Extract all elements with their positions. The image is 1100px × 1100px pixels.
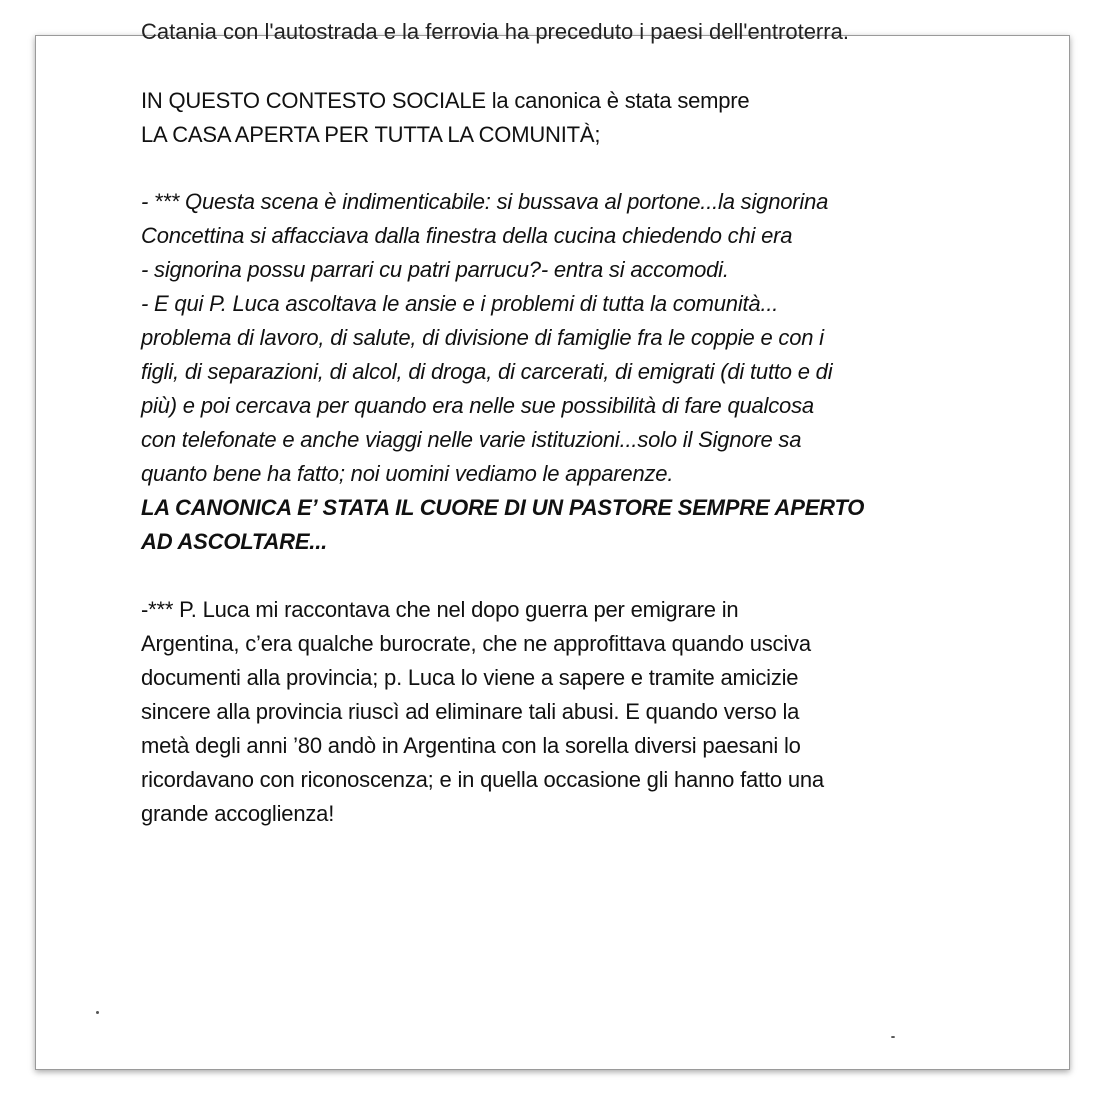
section-community-house bbox=[141, 84, 749, 152]
text-line: IN QUESTO CONTESTO SOCIALE la canonica è stata sempre bbox=[141, 88, 750, 113]
text-line: sincere alla provincia riuscì ad eliminare tali abusi. E quando verso la bbox=[141, 699, 800, 724]
scan-speck bbox=[891, 1036, 895, 1038]
text-line: più) e poi cercava per quando era nelle sue possibilità di fare qualcosa bbox=[141, 393, 814, 418]
text-line: LA CASA APERTA PER TUTTA LA COMUNITÀ; bbox=[141, 122, 601, 147]
text-line: figli, di separazioni, di alcol, di droga, di carcerati, di emigrati (di tutto e di bbox=[141, 359, 833, 384]
text-line: documenti alla provincia; p. Luca lo viene a sapere e tramite amicizie bbox=[141, 665, 799, 690]
text-line: - signorina possu parrari cu patri parrucu?- entra si accomodi. bbox=[141, 257, 729, 282]
scan-speck bbox=[96, 1011, 99, 1014]
section-unforgettable-scene bbox=[141, 185, 864, 559]
text-line: con telefonate e anche viaggi nelle varie istituzioni...solo il Signore sa bbox=[141, 427, 802, 452]
text-line: metà degli anni ’80 andò in Argentina con la sorella diversi paesani lo bbox=[141, 733, 801, 758]
text-line: ricordavano con riconoscenza; e in quella occasione gli hanno fatto una bbox=[141, 767, 824, 792]
section-argentina-story bbox=[141, 593, 824, 831]
text-line: grande accoglienza! bbox=[141, 801, 335, 826]
text-line: quanto bene ha fatto; noi uomini vediamo le apparenze. bbox=[141, 461, 674, 486]
bold-heading-line: AD ASCOLTARE... bbox=[141, 529, 328, 554]
text-line: - E qui P. Luca ascoltava le ansie e i problemi di tutta la comunità... bbox=[141, 291, 779, 316]
text-line: - *** Questa scena è indimenticabile: si bussava al portone...la signorina bbox=[141, 189, 829, 214]
text-line: Argentina, c’era qualche burocrate, che ne approfittava quando usciva bbox=[141, 631, 811, 656]
text-line: Concettina si affacciava dalla finestra della cucina chiedendo chi era bbox=[141, 223, 793, 248]
bold-heading-line: LA CANONICA E’ STATA IL CUORE DI UN PASTORE SEMPRE APERTO bbox=[141, 495, 865, 520]
document-page bbox=[35, 19, 1070, 1070]
text-line: problema di lavoro, di salute, di divisione di famiglie fra le coppie e con i bbox=[141, 325, 824, 350]
cut-off-text-line: Catania con l'autostrada e la ferrovia ha preceduto i paesi dell'entroterra. bbox=[141, 19, 849, 44]
text-line: -*** P. Luca mi raccontava che nel dopo guerra per emigrare in bbox=[141, 597, 739, 622]
